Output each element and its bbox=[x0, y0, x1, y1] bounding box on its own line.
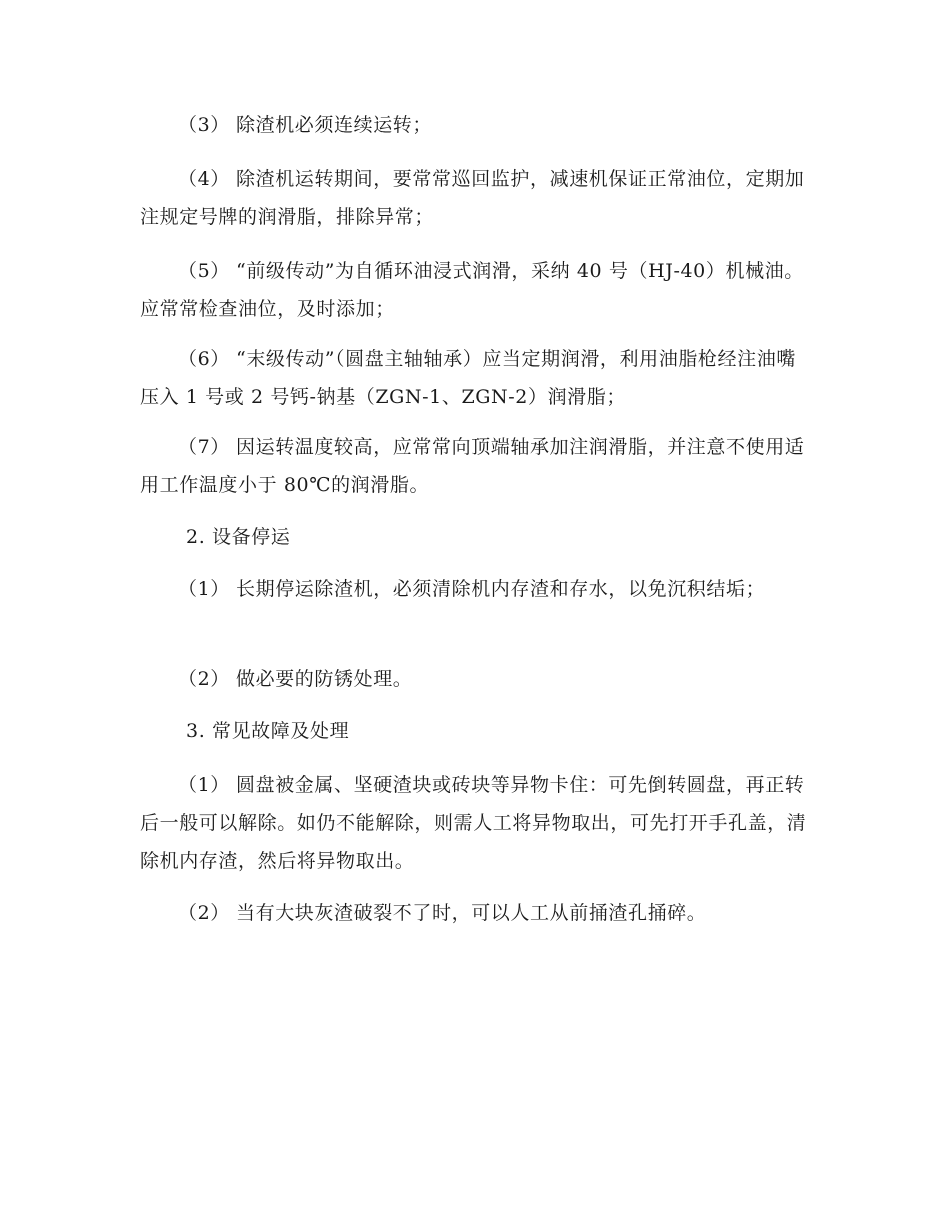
list-item bbox=[140, 766, 808, 880]
item-number: （7） bbox=[178, 436, 230, 458]
item-number: （6） bbox=[178, 348, 230, 370]
list-item bbox=[140, 252, 808, 328]
list-item bbox=[140, 894, 808, 932]
item-text: 因运转温度较高，应常常向顶端轴承加注润滑脂，并注意不使用适用工作温度小于 80℃的润滑脂。 bbox=[140, 436, 805, 496]
list-item bbox=[140, 106, 808, 144]
item-number: （3） bbox=[178, 114, 230, 136]
item-text: 当有大块灰渣破裂不了时，可以人工从前捅渣孔捅碎。 bbox=[236, 902, 707, 924]
item-text: “前级传动”为自循环油浸式润滑，采纳 40 号（HJ-40）机械油。应常常检查油位，及时添加； bbox=[140, 260, 804, 320]
section-heading: 2. 设备停运 bbox=[186, 526, 291, 548]
list-item bbox=[140, 160, 808, 236]
list-item bbox=[140, 660, 808, 698]
item-text: 圆盘被金属、坚硬渣块或砖块等异物卡住：可先倒转圆盘，再正转后一般可以解除。如仍不能解除，则需人工将异物取出，可先打开手孔盖，清除机内存渣，然后将异物取出。 bbox=[140, 774, 807, 872]
item-number: （2） bbox=[178, 668, 230, 690]
list-item bbox=[140, 340, 808, 416]
item-text: 除渣机运转期间，要常常巡回监护，减速机保证正常油位，定期加注规定号牌的润滑脂，排除异常； bbox=[140, 168, 805, 228]
item-number: （4） bbox=[178, 168, 230, 190]
item-text: 长期停运除渣机，必须清除机内存渣和存水，以免沉积结垢； bbox=[236, 578, 766, 600]
item-text: “末级传动”（圆盘主轴轴承）应当定期润滑，利用油脂枪经注油嘴压入 1 号或 2 号钙-钠基（ZGN-1、ZGN-2）润滑脂； bbox=[140, 348, 796, 408]
list-item bbox=[140, 570, 808, 608]
item-text: 除渣机必须连续运转； bbox=[236, 114, 433, 136]
item-number: （5） bbox=[178, 260, 230, 282]
item-number: （1） bbox=[178, 774, 230, 796]
section-heading: 3. 常见故障及处理 bbox=[186, 720, 350, 742]
list-item bbox=[140, 428, 808, 504]
item-text: 做必要的防锈处理。 bbox=[236, 668, 413, 690]
item-number: （2） bbox=[178, 902, 230, 924]
item-number: （1） bbox=[178, 578, 230, 600]
